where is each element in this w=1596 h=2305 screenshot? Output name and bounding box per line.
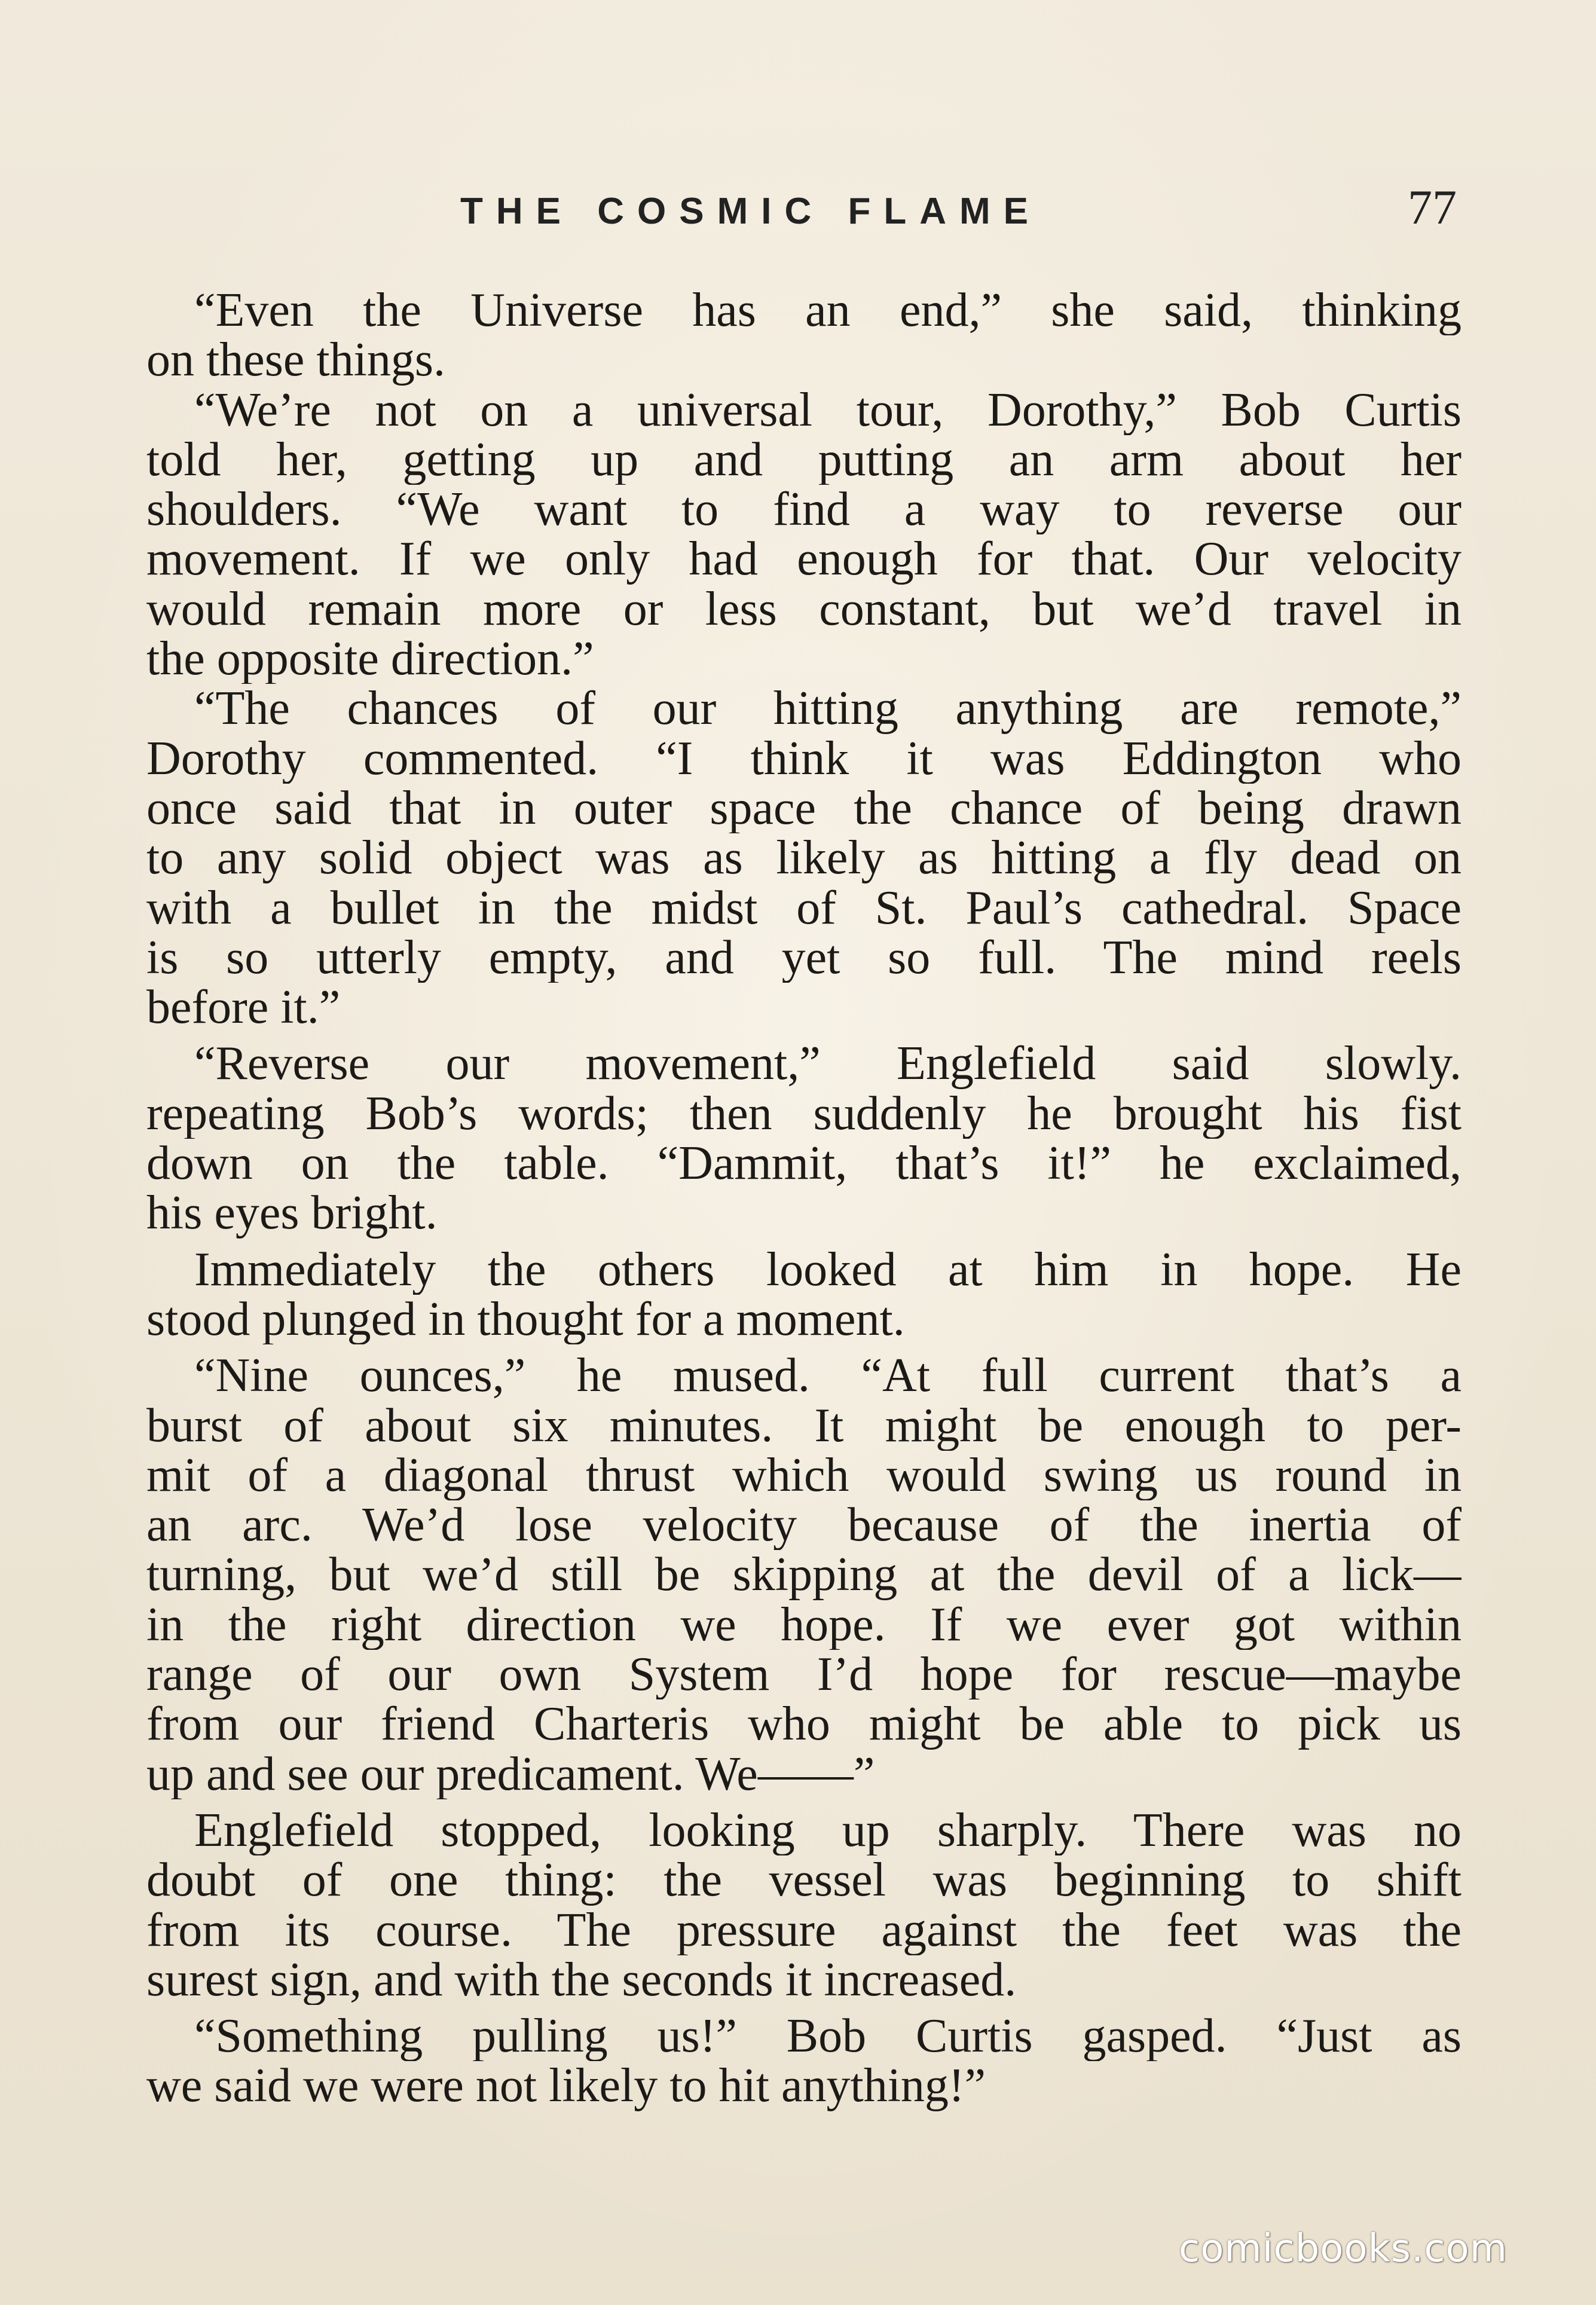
watermark: comicbooks.com bbox=[1179, 2227, 1508, 2271]
text-line: “Nine ounces,” he mused. “At full current that’s a bbox=[194, 1351, 1462, 1401]
text-line: “The chances of our hitting anything are remote,” bbox=[194, 684, 1462, 734]
running-head: THE COSMIC FLAME bbox=[460, 191, 1041, 232]
text-line: with a bullet in the midst of St. Paul’s cathedral. Space bbox=[146, 883, 1462, 933]
text-line: range of our own System I’d hope for rescue—maybe bbox=[146, 1650, 1462, 1700]
text-line: on these things. bbox=[146, 335, 445, 386]
text-line: Dorothy commented. “I think it was Eddington who bbox=[146, 733, 1462, 784]
text-line: “Something pulling us!” Bob Curtis gasped. “Just as bbox=[194, 2011, 1462, 2062]
text-line: stood plunged in thought for a moment. bbox=[146, 1294, 905, 1345]
text-line: down on the table. “Dammit, that’s it!” he exclaimed, bbox=[146, 1139, 1462, 1189]
text-line: “Reverse our movement,” Englefield said slowly. bbox=[194, 1039, 1462, 1089]
text-line: told her, getting up and putting an arm about her bbox=[146, 435, 1462, 485]
text-line: “Even the Universe has an end,” she said, thinking bbox=[194, 286, 1462, 336]
text-line: an arc. We’d lose velocity because of the inertia of bbox=[146, 1500, 1462, 1551]
text-line: we said we were not likely to hit anything!” bbox=[146, 2061, 986, 2111]
text-line: up and see our predicament. We——” bbox=[146, 1749, 875, 1799]
text-line: turning, but we’d still be skipping at the devil of a lick— bbox=[146, 1550, 1462, 1600]
text-line: “We’re not on a universal tour, Dorothy,” Bob Curtis bbox=[194, 385, 1462, 435]
text-line: repeating Bob’s words; then suddenly he brought his fist bbox=[146, 1089, 1462, 1139]
text-line: surest sign, and with the seconds it increased. bbox=[146, 1955, 1017, 2006]
text-line: is so utterly empty, and yet so full. The mind reels bbox=[146, 933, 1462, 983]
text-line: before it.” bbox=[146, 983, 341, 1033]
text-line: the opposite direction.” bbox=[146, 634, 594, 684]
text-line: movement. If we only had enough for that. Our velocity bbox=[146, 534, 1462, 585]
text-line: mit of a diagonal thrust which would swing us round in bbox=[146, 1450, 1462, 1501]
text-line: doubt of one thing: the vessel was beginning to shift bbox=[146, 1855, 1462, 1906]
text-line: in the right direction we hope. If we ever got within bbox=[146, 1600, 1462, 1650]
text-line: once said that in outer space the chance of being drawn bbox=[146, 783, 1462, 834]
text-line: Englefield stopped, looking up sharply. There was no bbox=[194, 1805, 1462, 1856]
text-line: would remain more or less constant, but we’d travel in bbox=[146, 584, 1462, 635]
page-number: 77 bbox=[1408, 180, 1457, 234]
text-line: his eyes bright. bbox=[146, 1188, 438, 1239]
text-line: burst of about six minutes. It might be enough to per- bbox=[146, 1401, 1462, 1451]
text-line: Immediately the others looked at him in hope. He bbox=[194, 1245, 1462, 1295]
text-line: shoulders. “We want to find a way to reverse our bbox=[146, 485, 1462, 535]
body-text bbox=[146, 286, 1462, 2111]
text-line: from our friend Charteris who might be able to pick us bbox=[146, 1699, 1462, 1750]
text-line: to any solid object was as likely as hitting a fly dead on bbox=[146, 833, 1462, 884]
text-line: from its course. The pressure against the feet was the bbox=[146, 1905, 1462, 1955]
